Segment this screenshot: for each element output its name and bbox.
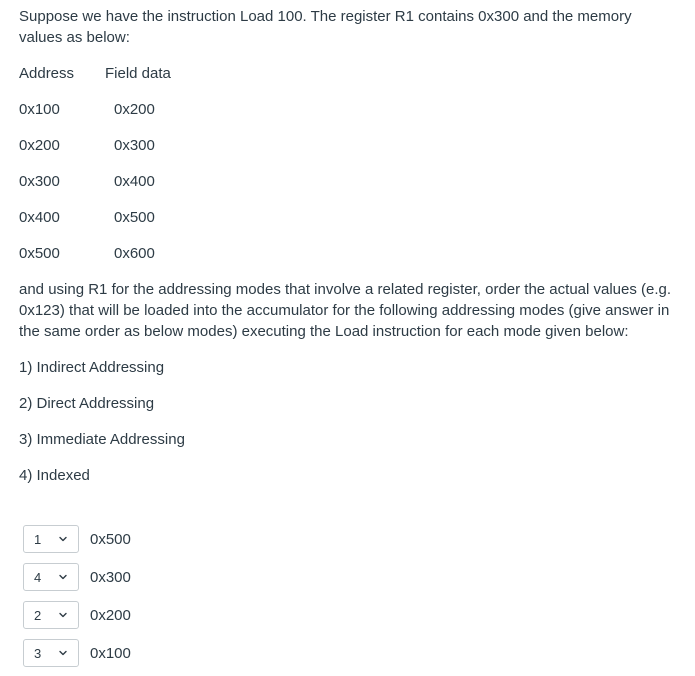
chevron-down-icon (58, 648, 68, 658)
answer-value: 0x100 (90, 644, 131, 662)
answer-row (23, 600, 131, 630)
memory-table-header (19, 63, 679, 84)
table-row (19, 135, 679, 156)
cell-field-data: 0x600 (114, 245, 155, 262)
list-item: 4) Indexed (19, 467, 90, 484)
order-dropdown[interactable] (23, 639, 79, 667)
cell-field-data: 0x500 (114, 209, 155, 226)
cell-address: 0x500 (19, 245, 60, 262)
question-content (19, 6, 679, 501)
addressing-modes-list (19, 357, 679, 486)
list-item: 2) Direct Addressing (19, 395, 155, 412)
list-item: 3) Immediate Addressing (19, 431, 185, 448)
chevron-down-icon (58, 610, 68, 620)
answer-value: 0x500 (90, 530, 131, 548)
table-row (19, 243, 679, 264)
cell-address: 0x400 (19, 209, 60, 226)
cell-address: 0x300 (19, 173, 60, 190)
chevron-down-icon (58, 534, 68, 544)
dropdown-value: 4 (34, 569, 42, 585)
cell-field-data: 0x300 (114, 137, 155, 154)
memory-table (19, 63, 679, 264)
header-field-data: Field data (105, 65, 171, 82)
cell-field-data: 0x200 (114, 101, 155, 118)
answer-value: 0x200 (90, 606, 131, 624)
table-row (19, 207, 679, 228)
answer-row (23, 562, 131, 592)
question-body: and using R1 for the addressing modes that involve a related register, order the actual values (e.g. 0x123) that will be loaded into the accumulator for the following addressing modes (give answer in the same order as below modes) executing the Load instruction for each mode given below: (19, 281, 672, 340)
question-intro: Suppose we have the instruction Load 100. The register R1 contains 0x300 and the memory values as below: (19, 8, 632, 46)
answer-matching (23, 524, 131, 676)
cell-address: 0x200 (19, 137, 60, 154)
chevron-down-icon (58, 572, 68, 582)
dropdown-value: 3 (34, 645, 42, 661)
order-dropdown[interactable] (23, 601, 79, 629)
dropdown-value: 2 (34, 607, 42, 623)
answer-row (23, 638, 131, 668)
cell-address: 0x100 (19, 101, 60, 118)
header-address: Address (19, 65, 75, 82)
answer-row (23, 524, 131, 554)
order-dropdown[interactable] (23, 563, 79, 591)
table-row (19, 99, 679, 120)
dropdown-value: 1 (34, 531, 42, 547)
table-row (19, 171, 679, 192)
answer-value: 0x300 (90, 568, 131, 586)
cell-field-data: 0x400 (114, 173, 155, 190)
order-dropdown[interactable] (23, 525, 79, 553)
list-item: 1) Indirect Addressing (19, 359, 165, 376)
